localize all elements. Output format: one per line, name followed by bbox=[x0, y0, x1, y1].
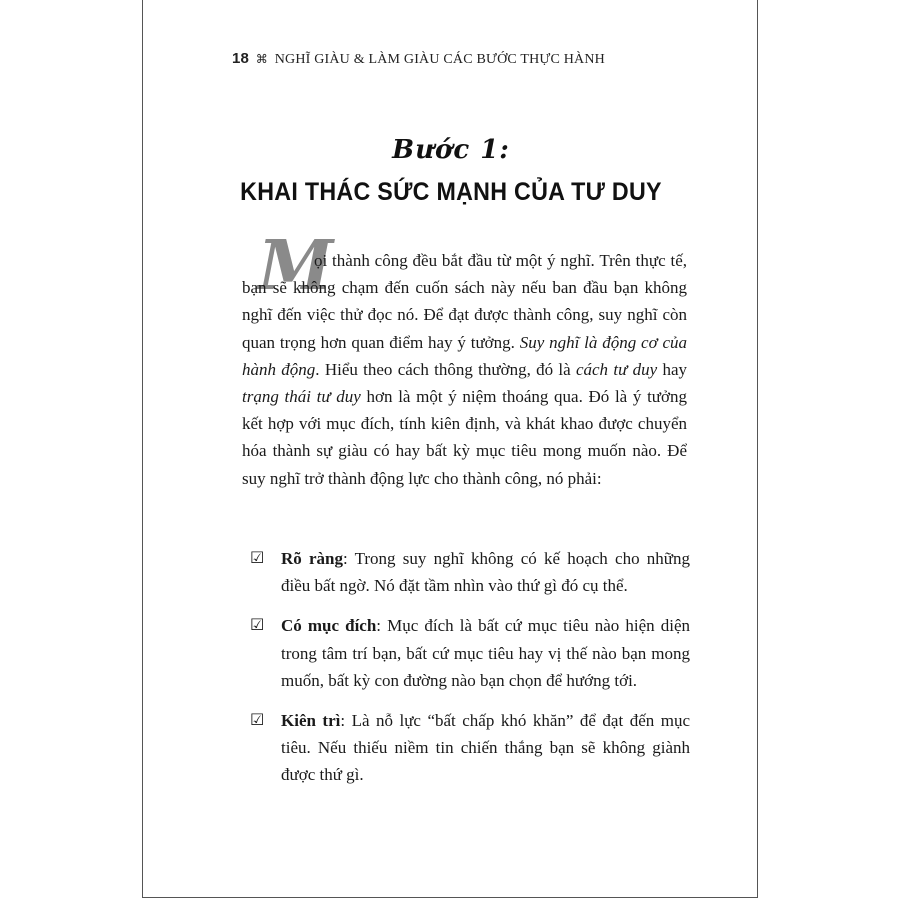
drop-cap: M bbox=[258, 226, 334, 306]
checkbox-checked-icon: ☑ bbox=[250, 710, 265, 730]
book-title: NGHĨ GIÀU & LÀM GIÀU CÁC BƯỚC THỰC HÀNH bbox=[274, 52, 605, 67]
checklist-term: Có mục đích bbox=[281, 616, 377, 636]
criteria-checklist bbox=[250, 545, 690, 802]
running-header bbox=[232, 50, 605, 68]
book-page bbox=[142, 0, 758, 898]
intro-emphasis-2: cách tư duy bbox=[575, 359, 658, 379]
intro-paragraph bbox=[242, 247, 687, 492]
intro-emphasis-1: Suy nghĩ là động cơ của hành động bbox=[242, 332, 688, 379]
intro-text-2: . Hiểu theo cách thông thường, đó là bbox=[315, 359, 576, 379]
intro-text-4: hơn là một ý niệm thoáng qua. Đó là ý tưởng kết hợp với mục đích, tính kiên định, và khát khao được chuyển hóa thành sự giàu có hay bất kỳ mục tiêu mong muốn nào. Để suy nghĩ trở thành động lực cho thành công, nó phải: bbox=[242, 387, 688, 488]
intro-emphasis-3: trạng thái tư duy bbox=[242, 387, 361, 407]
command-symbol-icon: ⌘ bbox=[255, 52, 268, 66]
intro-text-3: hay bbox=[657, 359, 688, 379]
checklist-item bbox=[250, 707, 690, 789]
checkbox-checked-icon: ☑ bbox=[250, 615, 265, 635]
checklist-term: Rõ ràng bbox=[281, 549, 343, 568]
step-label: Bước 1: bbox=[392, 135, 510, 165]
checkbox-checked-icon: ☑ bbox=[250, 548, 265, 567]
chapter-title: KHAI THÁC SỨC MẠNH CỦA TƯ DUY bbox=[240, 178, 662, 206]
page-number: 18 bbox=[232, 50, 250, 67]
checklist-item bbox=[250, 612, 690, 694]
checklist-item bbox=[250, 545, 690, 599]
checklist-text: : Trong suy nghĩ không có kế hoạch cho những điều bất ngờ. Nó đặt tầm nhìn vào thứ gì đó cụ thể. bbox=[281, 549, 690, 596]
intro-text-1: ọi thành công đều bắt đầu từ một ý nghĩ. Trên thực tế, bạn sẽ không chạm đến cuốn sách này nếu ban đầu bạn không nghĩ đến việc thử đọc nó. Để đạt được thành công, suy nghĩ còn quan trọng hơn quan điểm hay ý tưởng. bbox=[242, 251, 687, 352]
checklist-text: : Mục đích là bất cứ mục tiêu nào hiện diện trong tâm trí bạn, bất cứ mục tiêu hay vị thế nào bạn mong muốn, bất kỳ con đường nào bạn chọn để hướng tới. bbox=[281, 616, 690, 690]
checklist-term: Kiên trì bbox=[281, 711, 341, 731]
checklist-text: : Là nỗ lực “bất chấp khó khăn” để đạt đến mục tiêu. Nếu thiếu niềm tin chiến thắng bạn sẽ không giành được thứ gì. bbox=[281, 711, 690, 785]
